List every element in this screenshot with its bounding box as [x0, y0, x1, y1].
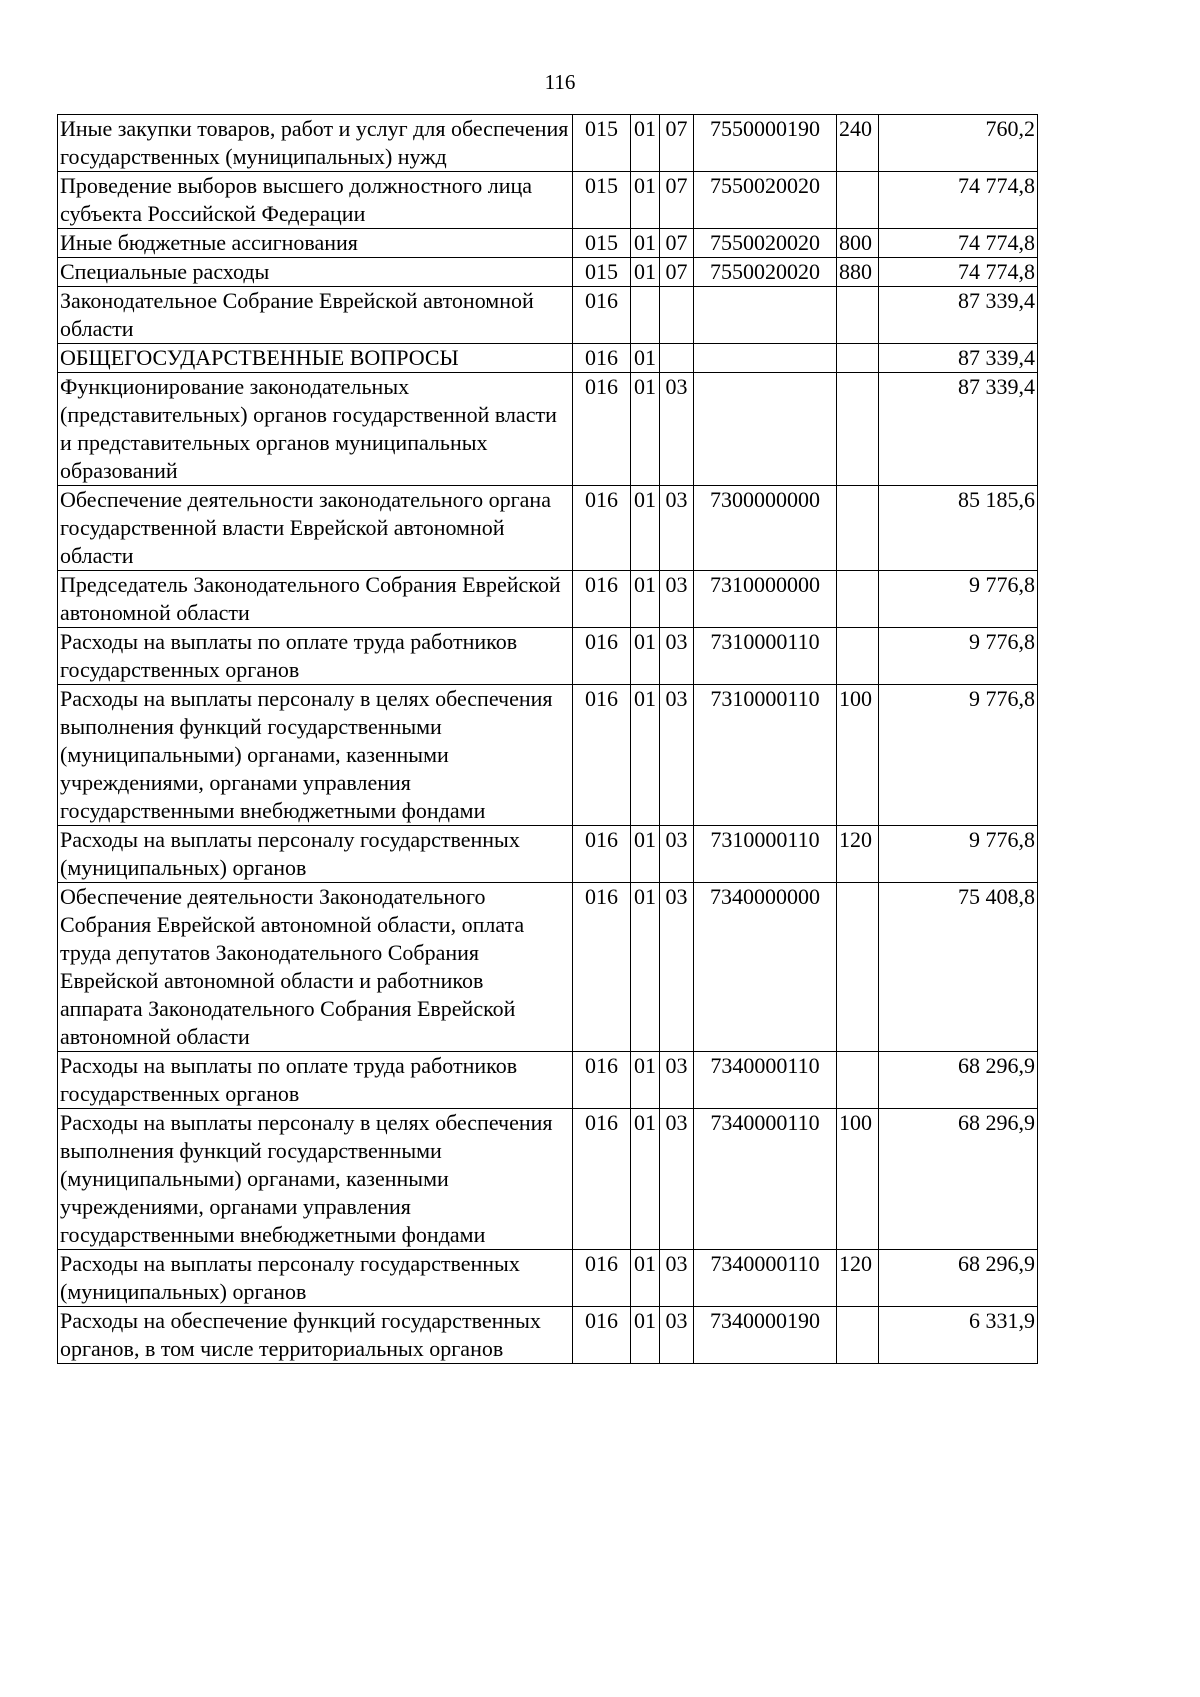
subsection-code-cell: 03 [660, 1250, 694, 1307]
expense-type-cell [837, 628, 879, 685]
department-code-cell: 016 [573, 1307, 631, 1364]
item-name-cell: Проведение выборов высшего должностного лица субъекта Российской Федерации [58, 172, 573, 229]
department-code-cell: 016 [573, 628, 631, 685]
amount-cell: 68 296,9 [879, 1250, 1038, 1307]
subsection-code-cell [660, 344, 694, 373]
subsection-code-cell: 03 [660, 486, 694, 571]
table-row [58, 1307, 1038, 1364]
amount-cell: 9 776,8 [879, 826, 1038, 883]
item-name-cell: ОБЩЕГОСУДАРСТВЕННЫЕ ВОПРОСЫ [58, 344, 573, 373]
item-name-cell: Расходы на выплаты персоналу государственных (муниципальных) органов [58, 826, 573, 883]
target-article-cell: 7340000000 [694, 883, 837, 1052]
table-row [58, 373, 1038, 486]
table-row [58, 826, 1038, 883]
department-code-cell: 015 [573, 258, 631, 287]
department-code-cell: 016 [573, 373, 631, 486]
table-row [58, 571, 1038, 628]
target-article-cell: 7340000110 [694, 1052, 837, 1109]
expense-type-cell [837, 486, 879, 571]
target-article-cell: 7310000110 [694, 826, 837, 883]
expense-type-cell: 100 [837, 1109, 879, 1250]
subsection-code-cell: 03 [660, 373, 694, 486]
amount-cell: 87 339,4 [879, 344, 1038, 373]
target-article-cell [694, 287, 837, 344]
amount-cell: 9 776,8 [879, 628, 1038, 685]
expense-type-cell: 880 [837, 258, 879, 287]
target-article-cell: 7550020020 [694, 172, 837, 229]
department-code-cell: 016 [573, 571, 631, 628]
target-article-cell [694, 373, 837, 486]
item-name-cell: Расходы на выплаты по оплате труда работников государственных органов [58, 1052, 573, 1109]
section-code-cell: 01 [631, 1250, 660, 1307]
page-number: 116 [544, 70, 576, 94]
department-code-cell: 015 [573, 115, 631, 172]
subsection-code-cell: 03 [660, 685, 694, 826]
subsection-code-cell: 07 [660, 172, 694, 229]
expense-type-cell [837, 883, 879, 1052]
target-article-cell [694, 344, 837, 373]
item-name-cell: Расходы на выплаты персоналу государственных (муниципальных) органов [58, 1250, 573, 1307]
subsection-code-cell: 03 [660, 883, 694, 1052]
target-article-cell: 7340000110 [694, 1109, 837, 1250]
expense-type-cell: 120 [837, 1250, 879, 1307]
subsection-code-cell: 03 [660, 1307, 694, 1364]
table-row [58, 115, 1038, 172]
table-row [58, 1052, 1038, 1109]
table-row [58, 1250, 1038, 1307]
budget-table [57, 114, 1038, 1364]
table-row [58, 486, 1038, 571]
table-row [58, 287, 1038, 344]
expense-type-cell: 100 [837, 685, 879, 826]
amount-cell: 6 331,9 [879, 1307, 1038, 1364]
section-code-cell: 01 [631, 883, 660, 1052]
item-name-cell: Функционирование законодательных (представительных) органов государственной власти и представительных органов муниципальных образований [58, 373, 573, 486]
subsection-code-cell: 03 [660, 1109, 694, 1250]
amount-cell: 75 408,8 [879, 883, 1038, 1052]
amount-cell: 9 776,8 [879, 571, 1038, 628]
target-article-cell: 7340000110 [694, 1250, 837, 1307]
department-code-cell: 016 [573, 685, 631, 826]
subsection-code-cell: 07 [660, 115, 694, 172]
section-code-cell: 01 [631, 172, 660, 229]
subsection-code-cell: 03 [660, 628, 694, 685]
section-code-cell: 01 [631, 1109, 660, 1250]
item-name-cell: Специальные расходы [58, 258, 573, 287]
section-code-cell: 01 [631, 826, 660, 883]
amount-cell: 74 774,8 [879, 229, 1038, 258]
department-code-cell: 016 [573, 883, 631, 1052]
section-code-cell: 01 [631, 115, 660, 172]
expense-type-cell [837, 287, 879, 344]
table-row [58, 685, 1038, 826]
department-code-cell: 016 [573, 486, 631, 571]
department-code-cell: 016 [573, 344, 631, 373]
amount-cell: 68 296,9 [879, 1109, 1038, 1250]
amount-cell: 9 776,8 [879, 685, 1038, 826]
amount-cell: 87 339,4 [879, 287, 1038, 344]
expense-type-cell [837, 1052, 879, 1109]
section-code-cell: 01 [631, 344, 660, 373]
section-code-cell: 01 [631, 373, 660, 486]
department-code-cell: 016 [573, 826, 631, 883]
expense-type-cell: 240 [837, 115, 879, 172]
department-code-cell: 015 [573, 229, 631, 258]
item-name-cell: Расходы на выплаты по оплате труда работников государственных органов [58, 628, 573, 685]
table-row [58, 628, 1038, 685]
target-article-cell: 7310000000 [694, 571, 837, 628]
amount-cell: 87 339,4 [879, 373, 1038, 486]
expense-type-cell [837, 172, 879, 229]
table-row [58, 229, 1038, 258]
subsection-code-cell: 07 [660, 229, 694, 258]
table-row [58, 172, 1038, 229]
amount-cell: 74 774,8 [879, 258, 1038, 287]
item-name-cell: Обеспечение деятельности Законодательного Собрания Еврейской автономной области, оплата труда депутатов Законодательного Собрания Еврейской автономной области и работников аппарата Законодательного Собрания Еврейской автономной области [58, 883, 573, 1052]
table-row [58, 1109, 1038, 1250]
subsection-code-cell [660, 287, 694, 344]
item-name-cell: Иные бюджетные ассигнования [58, 229, 573, 258]
subsection-code-cell: 03 [660, 571, 694, 628]
section-code-cell: 01 [631, 486, 660, 571]
subsection-code-cell: 03 [660, 1052, 694, 1109]
target-article-cell: 7310000110 [694, 628, 837, 685]
department-code-cell: 015 [573, 172, 631, 229]
table-row [58, 883, 1038, 1052]
amount-cell: 760,2 [879, 115, 1038, 172]
budget-table-body [58, 115, 1038, 1364]
expense-type-cell: 800 [837, 229, 879, 258]
item-name-cell: Расходы на выплаты персоналу в целях обеспечения выполнения функций государственными (муниципальными) органами, казенными учреждениями, органами управления государственными внебюджетными фондами [58, 685, 573, 826]
subsection-code-cell: 03 [660, 826, 694, 883]
amount-cell: 85 185,6 [879, 486, 1038, 571]
expense-type-cell: 120 [837, 826, 879, 883]
department-code-cell: 016 [573, 287, 631, 344]
department-code-cell: 016 [573, 1250, 631, 1307]
expense-type-cell [837, 571, 879, 628]
item-name-cell: Законодательное Собрание Еврейской автономной области [58, 287, 573, 344]
expense-type-cell [837, 344, 879, 373]
table-row [58, 344, 1038, 373]
expense-type-cell [837, 373, 879, 486]
section-code-cell: 01 [631, 258, 660, 287]
item-name-cell: Расходы на обеспечение функций государственных органов, в том числе территориальных органов [58, 1307, 573, 1364]
target-article-cell: 7550000190 [694, 115, 837, 172]
section-code-cell: 01 [631, 1052, 660, 1109]
target-article-cell: 7300000000 [694, 486, 837, 571]
target-article-cell: 7550020020 [694, 229, 837, 258]
section-code-cell: 01 [631, 229, 660, 258]
department-code-cell: 016 [573, 1109, 631, 1250]
item-name-cell: Иные закупки товаров, работ и услуг для обеспечения государственных (муниципальных) нужд [58, 115, 573, 172]
amount-cell: 68 296,9 [879, 1052, 1038, 1109]
item-name-cell: Председатель Законодательного Собрания Еврейской автономной области [58, 571, 573, 628]
target-article-cell: 7340000190 [694, 1307, 837, 1364]
section-code-cell [631, 287, 660, 344]
subsection-code-cell: 07 [660, 258, 694, 287]
section-code-cell: 01 [631, 628, 660, 685]
target-article-cell: 7310000110 [694, 685, 837, 826]
item-name-cell: Расходы на выплаты персоналу в целях обеспечения выполнения функций государственными (муниципальными) органами, казенными учреждениями, органами управления государственными внебюджетными фондами [58, 1109, 573, 1250]
expense-type-cell [837, 1307, 879, 1364]
section-code-cell: 01 [631, 685, 660, 826]
section-code-cell: 01 [631, 571, 660, 628]
amount-cell: 74 774,8 [879, 172, 1038, 229]
department-code-cell: 016 [573, 1052, 631, 1109]
section-code-cell: 01 [631, 1307, 660, 1364]
item-name-cell: Обеспечение деятельности законодательного органа государственной власти Еврейской автономной области [58, 486, 573, 571]
table-row [58, 258, 1038, 287]
target-article-cell: 7550020020 [694, 258, 837, 287]
